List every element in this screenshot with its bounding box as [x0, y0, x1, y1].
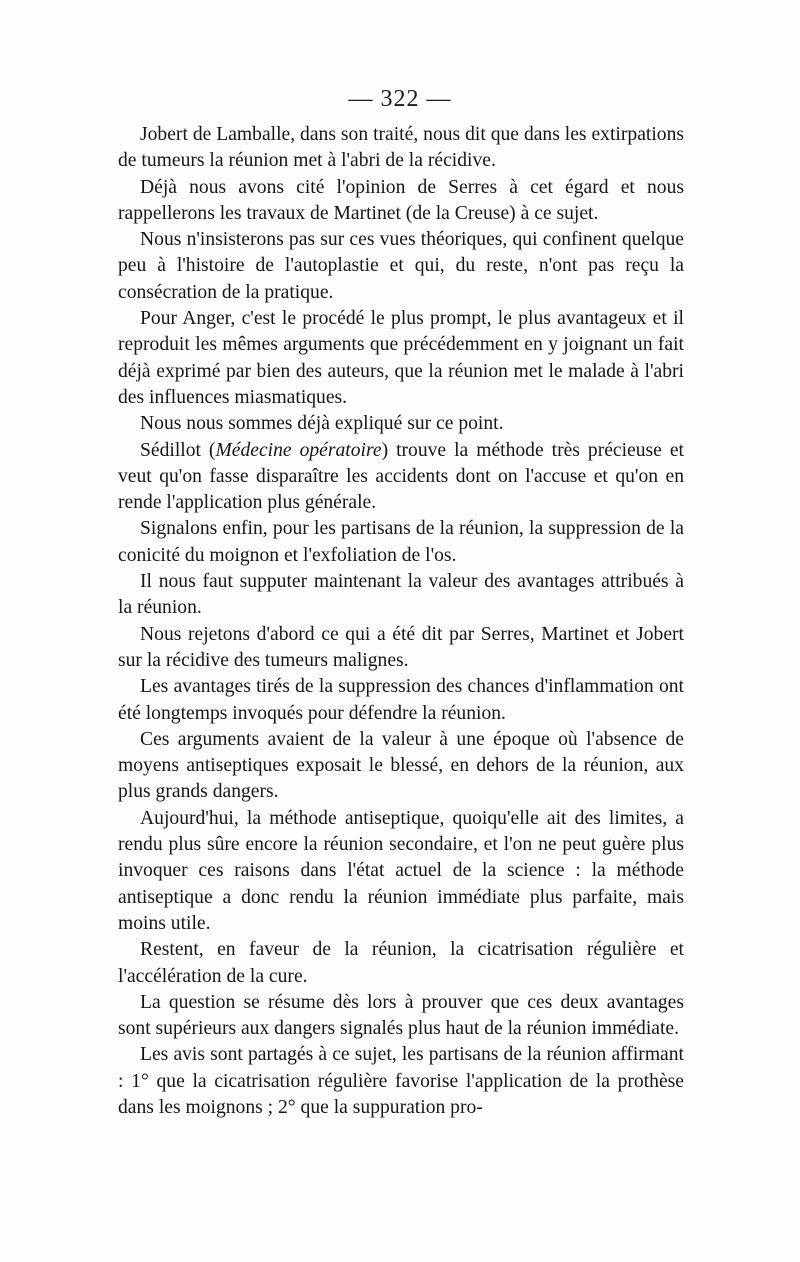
paragraph: Jobert de Lamballe, dans son traité, nous dit que dans les extirpations de tumeurs la réunion met à l'abri de la récidive.	[118, 124, 684, 172]
paragraph: Il nous faut supputer maintenant la valeur des avantages attribués à la réunion.	[118, 571, 684, 619]
paragraph: Nous nous sommes déjà expliqué sur ce point.	[140, 413, 504, 435]
paragraph: Les avantages tirés de la suppression des chances d'inflammation ont été longtemps invoqués pour défendre la réunion.	[118, 676, 684, 724]
paragraph: La question se résume dès lors à prouver que ces deux avantages sont supérieurs aux dangers signalés plus haut de la réunion immédiate.	[118, 991, 684, 1040]
paragraph-text: Sédillot (	[140, 439, 216, 461]
paragraph: Restent, en faveur de la réunion, la cicatrisation régulière et l'accélération de la cure.	[118, 939, 684, 987]
paragraph: Les avis sont partagés à ce sujet, les partisans de la réunion affirmant : 1° que la cicatrisation régulière favorise l'application de la prothèse dans les moignons ; 2° que la suppuration pro-	[118, 1044, 684, 1118]
paragraph: Pour Anger, c'est le procédé le plus prompt, le plus avantageux et il reproduit les mêmes arguments que précédemment en y joignant un fait déjà exprimé par bien des auteurs, que la réunion met le malade à l'abri des influences miasmatiques.	[118, 308, 684, 408]
paragraph-text: ) trouve la méthode très précieuse et veut qu'on fasse disparaître les accidents dont on l'accuse et qu'on en rende l'application plus générale.	[118, 439, 684, 514]
body-text	[118, 122, 684, 1121]
page-number: — 322 —	[348, 86, 452, 112]
paragraph: Nous rejetons d'abord ce qui a été dit par Serres, Martinet et Jobert sur la récidive des tumeurs malignes.	[118, 623, 684, 671]
paragraph: Signalons enfin, pour les partisans de la réunion, la suppression de la conicité du moignon et l'exfoliation de l'os.	[118, 518, 684, 566]
book-title: Médecine opératoire	[215, 439, 382, 461]
paragraph: Aujourd'hui, la méthode antiseptique, quoiqu'elle ait des limites, a rendu plus sûre encore la réunion secondaire, et l'on ne peut guère plus invoquer ces raisons dans l'état actuel de la science : la méthode antiseptique a donc rendu la réunion immédiate plus parfaite, mais moins utile.	[118, 807, 684, 934]
paragraph: Nous n'insisterons pas sur ces vues théoriques, qui confinent quelque peu à l'histoire de l'autoplastie et qui, du reste, n'ont pas reçu la consécration de la pratique.	[118, 229, 684, 303]
paragraph: Déjà nous avons cité l'opinion de Serres à cet égard et nous rappellerons les travaux de Martinet (de la Creuse) à ce sujet.	[118, 176, 684, 224]
paragraph	[118, 438, 684, 517]
paragraph: Ces arguments avaient de la valeur à une époque où l'absence de moyens antiseptiques exposait le blessé, en dehors de la réunion, aux plus grands dangers.	[118, 728, 684, 803]
